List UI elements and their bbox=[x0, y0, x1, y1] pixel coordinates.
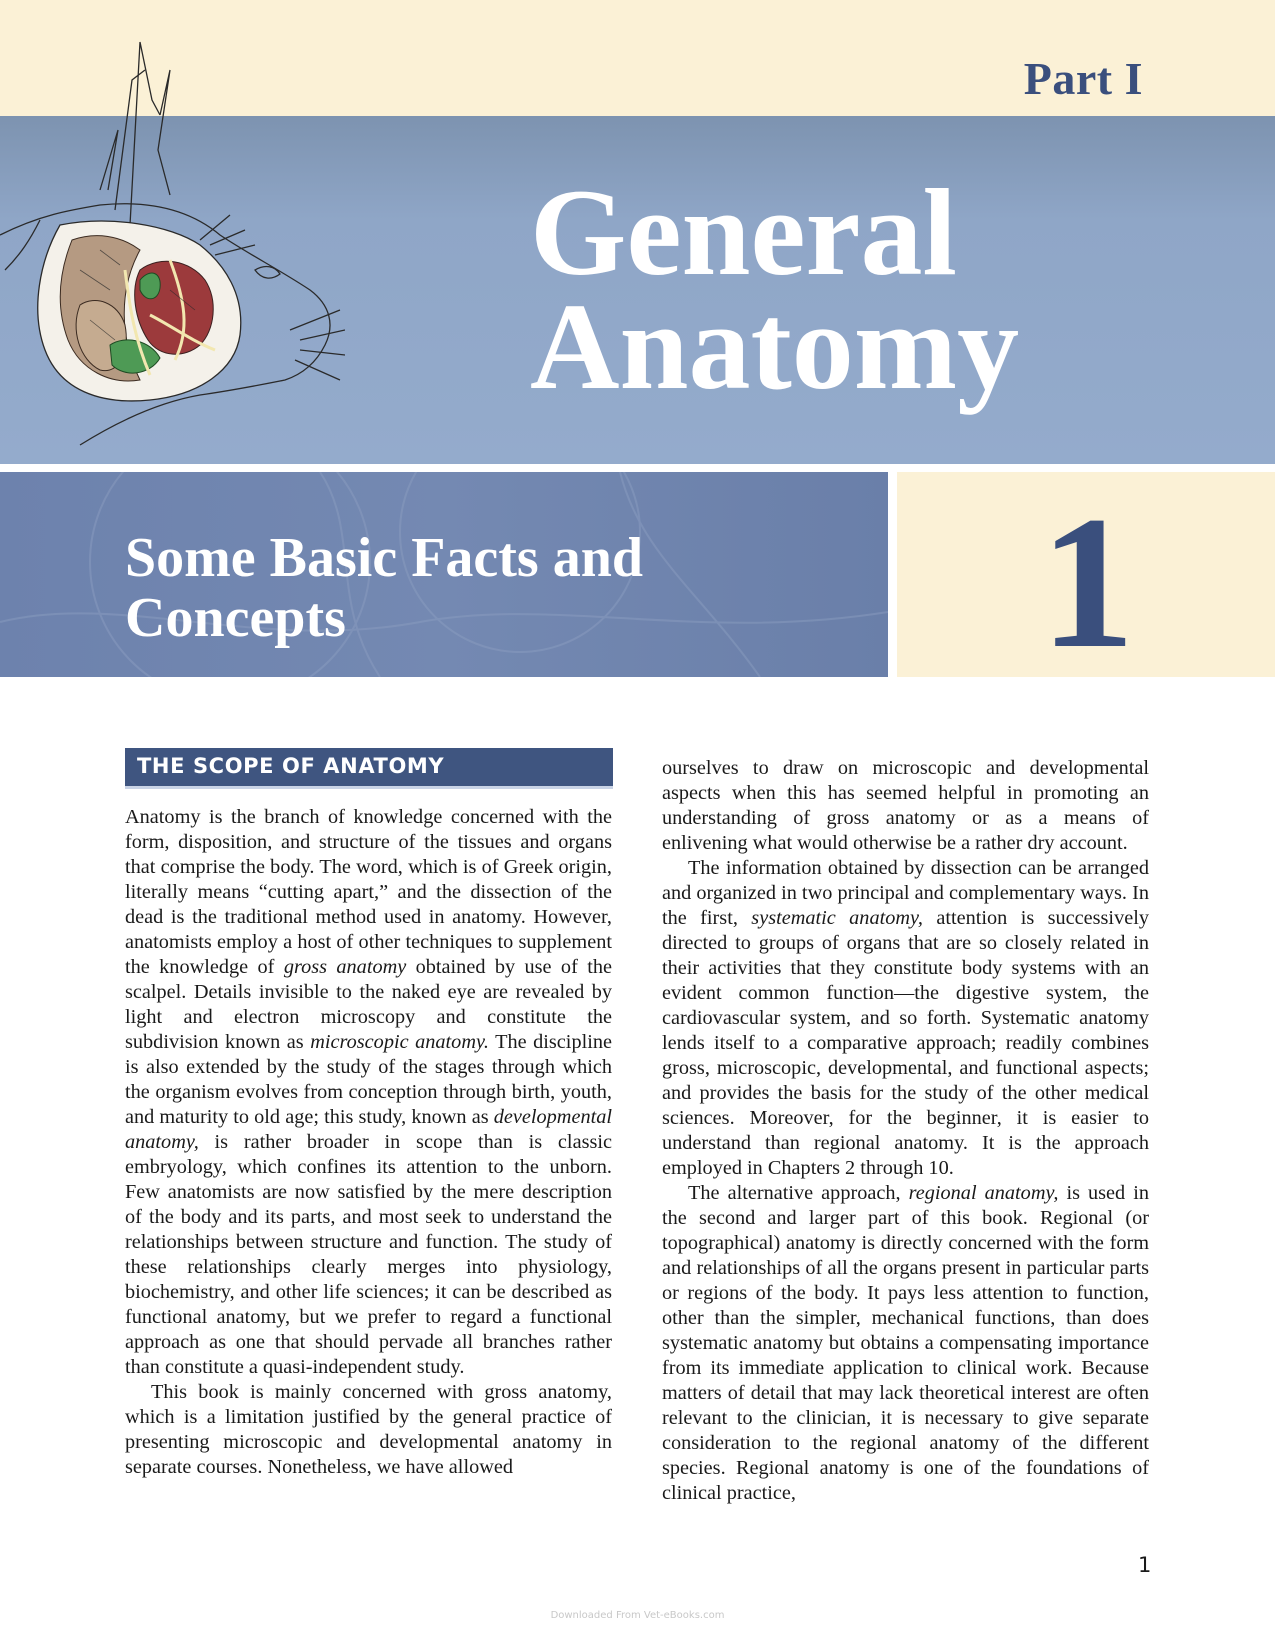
band-divider bbox=[0, 464, 1275, 472]
text-run: is used in the second and larger part of this book. Regional (or topographical) anatomy is directly concerned with the form and relationships of all the organs present in particular parts or regions of the body. It pays less attention to function, other than the simpler, mechanical functions, than does systematic anatomy but obtains a compensating importance from its immediate application to clinical work. Because matters of detail that may lack theoretical interest are often relevant to the clinician, it is necessary to give separate consideration to the regional anatomy of the different species. Regional anatomy is one of the foundations of clinical practice, bbox=[662, 1182, 1149, 1504]
chapter-title-line2: Concepts bbox=[125, 587, 346, 649]
section-heading bbox=[125, 748, 613, 789]
text-run: obtained by use of the scalpel. Details invisible to the naked eye are revealed by light and electron microscopy and constitute the subdivision known as bbox=[125, 956, 612, 1053]
part-title-line1: General bbox=[530, 164, 957, 301]
paragraph: ourselves to draw on microscopic and developmental aspects when this has seemed helpful in promoting an understanding of gross anatomy or as a means of enlivening what would otherwise be a rather dry account. bbox=[662, 757, 1149, 854]
text-run: The discipline is also extended by the study of the stages through which the organism evolves from conception through birth, youth, and maturity to old age; this study, known as bbox=[125, 1031, 612, 1128]
text-run: The information obtained by dissection can be arranged and organized in two principal and complementary ways. In the first, bbox=[662, 857, 1149, 929]
chapter-title-line1: Some Basic Facts and bbox=[125, 527, 643, 589]
cat-head-dissection-icon bbox=[0, 40, 345, 465]
part-title bbox=[530, 164, 1020, 415]
chapter-number: 1 bbox=[1040, 478, 1135, 688]
part-title-line2: Anatomy bbox=[530, 278, 1020, 415]
emphasis-term: gross anatomy bbox=[283, 956, 407, 978]
page-number: 1 bbox=[1138, 1553, 1152, 1577]
emphasis-term: microscopic anatomy. bbox=[310, 1031, 489, 1053]
emphasis-term: regional anatomy, bbox=[908, 1182, 1059, 1204]
emphasis-term: systematic anatomy, bbox=[751, 907, 923, 929]
emphasis-term: developmental anatomy, bbox=[125, 1106, 612, 1153]
text-run: Anatomy is the branch of knowledge concerned with the form, disposition, and structure of the tissues and organs that comprise the body. The word, which is of Greek origin, literally means “cutting apart,” and the dissection of the dead is the traditional method used in anatomy. However, anatomists employ a host of other techniques to supplement the knowledge of bbox=[125, 806, 612, 978]
paragraph: This book is mainly concerned with gross anatomy, which is a limitation justified by the general practice of presenting microscopic and developmental anatomy in separate courses. Nonetheless, we have allowed bbox=[125, 1381, 612, 1478]
download-watermark: Downloaded From Vet-eBooks.com bbox=[550, 1610, 725, 1621]
body-column-right bbox=[662, 756, 1149, 1506]
text-run: is rather broader in scope than is classic embryology, which confines its attention to the unborn. Few anatomists are now satisfied by the mere description of the body and its parts, and most seek to understand the relationships between structure and function. The study of these relationships clearly merges into physiology, biochemistry, and other life sciences; it can be described as functional anatomy, but we prefer to regard a functional approach as one that should pervade all branches rather than constitute a quasi-independent study. bbox=[125, 1131, 612, 1378]
paragraph bbox=[125, 805, 612, 1380]
paragraph bbox=[662, 856, 1149, 1181]
part-label: Part I bbox=[1023, 53, 1143, 104]
paragraph bbox=[662, 1181, 1149, 1506]
section-heading-text: THE SCOPE OF ANATOMY bbox=[137, 754, 445, 778]
body-column-left bbox=[125, 805, 612, 1480]
chapter-title bbox=[125, 528, 643, 648]
text-run: attention is successively directed to groups of organs that are so closely related in their activities that they constitute body systems with an evident common function—the digestive system, the cardiovascular system, and so forth. Systematic anatomy lends itself to a comparative approach; readily combines gross, microscopic, developmental, and functional aspects; and provides the basis for the study of the other medical sciences. Moreover, for the beginner, it is easier to understand than regional anatomy. It is the approach employed in Chapters 2 through 10. bbox=[662, 907, 1149, 1179]
text-run: The alternative approach, bbox=[688, 1182, 909, 1204]
